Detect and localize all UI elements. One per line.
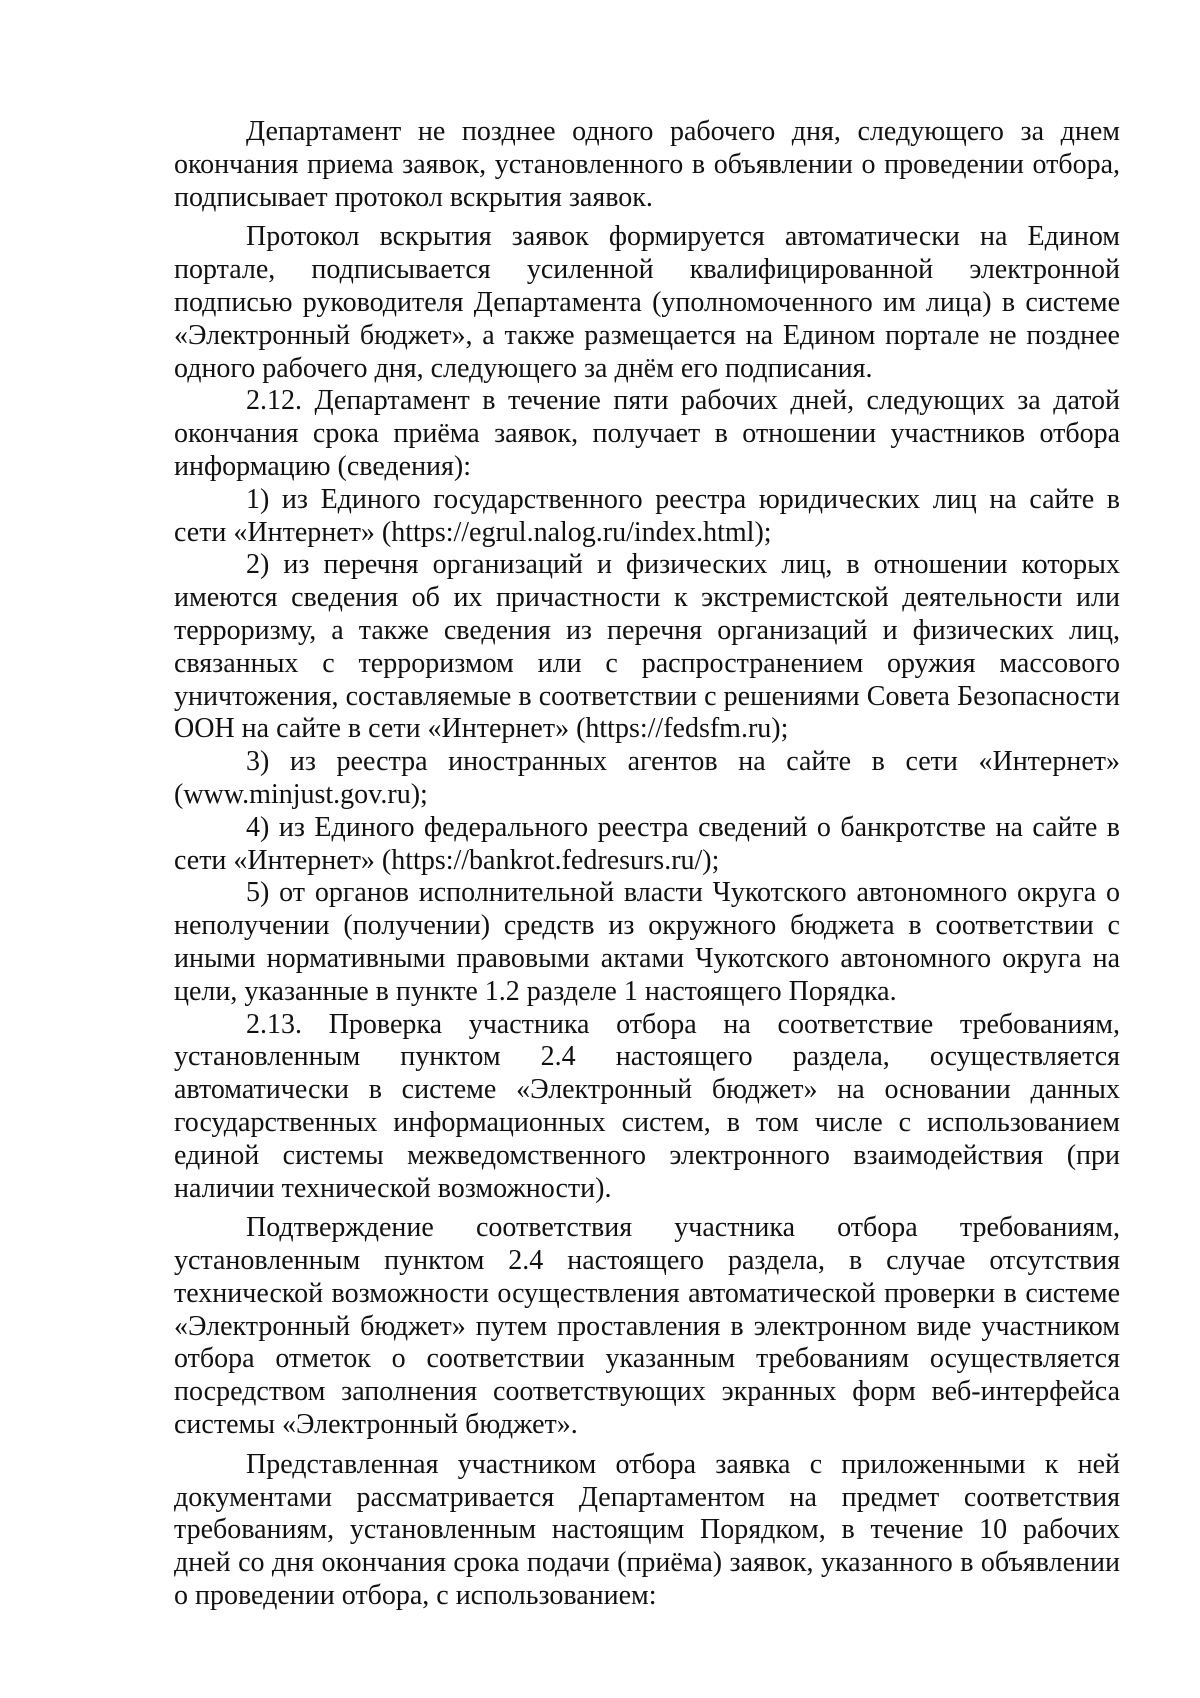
- list-item-1: 1) из Единого государственного реестра юридических лиц на сайте в сети «Интернет» (https://egrul.nalog.ru/index.html);: [174, 483, 1120, 548]
- paragraph-protocol-signing: Департамент не позднее одного рабочего дня, следующего за днем окончания приема заявок, установленного в объявлении о проведении отбора, подписывает протокол вскрытия заявок.: [174, 116, 1120, 213]
- paragraph-protocol-formation: Протокол вскрытия заявок формируется автоматически на Едином портале, подписывается усиленной квалифицированной электронной подписью руководителя Департамента (уполномоченного им лица) в системе «Электронный бюджет», а также размещается на Едином портале не позднее одного рабочего дня, следующего за днём его подписания.: [174, 221, 1120, 384]
- paragraph-review: Представленная участником отбора заявка с приложенными к ней документами рассматривается Департаментом на предмет соответствия требованиям, установленным настоящим Порядком, в течение 10 рабочих дней со дня окончания срока подачи (приёма) заявок, указанного в объявлении о проведении отбора, с использованием:: [174, 1448, 1120, 1612]
- document-body: [174, 116, 1120, 1613]
- list-item-5: 5) от органов исполнительной власти Чукотского автономного округа о неполучении (получении) средств из окружного бюджета в соответствии с иными нормативными правовыми актами Чукотского автономного округа на цели, указанные в пункте 1.2 разделе 1 настоящего Порядка.: [174, 877, 1120, 1007]
- list-item-2: 2) из перечня организаций и физических лиц, в отношении которых имеются сведения об их причастности к экстремистской деятельности или терроризму, а также сведения из перечня организаций и физических лиц, связанных с терроризмом или с распространением оружия массового уничтожения, составляемые в соответствии с решениями Совета Безопасности ООН на сайте в сети «Интернет» (https://fedsfm.ru);: [174, 549, 1120, 745]
- list-item-4: 4) из Единого федерального реестра сведений о банкротстве на сайте в сети «Интернет» (https://bankrot.fedresurs.ru/);: [174, 811, 1120, 876]
- paragraph-confirmation: Подтверждение соответствия участника отбора требованиям, установленным пунктом 2.4 настоящего раздела, в случае отсутствия технической возможности осуществления автоматической проверки в системе «Электронный бюджет» путем проставления в электронном виде участником отбора отметок о соответствии указанным требованиям осуществляется посредством заполнения соответствующих экранных форм веб-интерфейса системы «Электронный бюджет».: [174, 1212, 1120, 1441]
- paragraph-2-13: 2.13. Проверка участника отбора на соответствие требованиям, установленным пунктом 2.4 настоящего раздела, осуществляется автоматически в системе «Электронный бюджет» на основании данных государственных информационных систем, в том числе с использованием единой системы межведомственного электронного взаимодействия (при наличии технической возможности).: [174, 1008, 1120, 1204]
- list-item-3: 3) из реестра иностранных агентов на сайте в сети «Интернет» (www.minjust.gov.ru);: [174, 746, 1120, 810]
- paragraph-2-12: 2.12. Департамент в течение пяти рабочих дней, следующих за датой окончания срока приёма заявок, получает в отношении участников отбора информацию (сведения):: [174, 385, 1120, 482]
